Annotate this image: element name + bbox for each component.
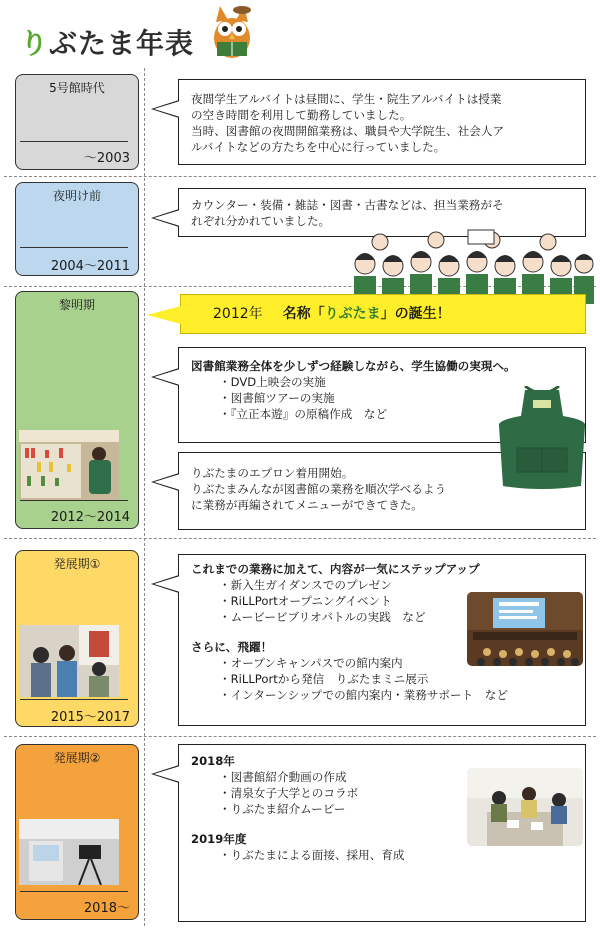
era-box-5 bbox=[15, 744, 139, 920]
era-name: 黎明期 bbox=[58, 298, 95, 312]
callout-heading: これまでの業務に加えて、内容が一気にステップアップ bbox=[191, 562, 480, 576]
collaboration-meeting-photo bbox=[467, 768, 583, 846]
text-line: ルバイトなどの方たちを中心に行っていました。 bbox=[191, 140, 446, 154]
era-years: 2012～2014 bbox=[50, 510, 130, 525]
callout-heading: さらに、飛躍！ bbox=[191, 640, 273, 654]
text-line: に業務が再編されてメニューができてきた。 bbox=[191, 498, 423, 512]
era-underline bbox=[20, 891, 128, 892]
era-underline bbox=[20, 500, 128, 501]
libutama-birth-banner bbox=[180, 294, 586, 334]
era-box-1 bbox=[15, 74, 139, 170]
banner-name: りぶたま bbox=[324, 306, 381, 322]
text-line: れぞれ分かれていました。 bbox=[191, 214, 331, 228]
text-line: りぶたまのエプロン着用開始。 bbox=[191, 466, 354, 480]
era-years: 2004～2011 bbox=[50, 259, 130, 274]
text-line: りぶたまみんなが図書館の業務を順次学べるよう bbox=[191, 482, 447, 496]
page-title bbox=[20, 22, 194, 62]
green-apron-illustration bbox=[497, 386, 587, 490]
text-line: 夜間学生アルバイトは昼間に、学生・院生アルバイトは授業 bbox=[191, 92, 502, 106]
era-years: ～2003 bbox=[83, 151, 130, 166]
guidance-event-photo bbox=[19, 625, 119, 697]
callout-heading: 2018年 bbox=[191, 754, 235, 768]
list-item: ・りぶたま紹介ムービー bbox=[219, 802, 346, 816]
era-box-2 bbox=[15, 182, 139, 276]
title-text: りぶたま年表 bbox=[20, 27, 195, 60]
list-item: ・DVD上映会の実施 bbox=[219, 375, 326, 389]
timeline-divider bbox=[144, 68, 145, 926]
list-item: ・インターンシップでの館内案内・業務サポート など bbox=[219, 688, 508, 702]
list-item: ・『立正本遊』の原稿作成 など bbox=[219, 407, 388, 421]
banner-text: 名称「 bbox=[282, 306, 325, 322]
list-item: ・オープンキャンパスでの館内案内 bbox=[219, 656, 403, 670]
list-item: ・図書館ツアーの実施 bbox=[219, 391, 335, 405]
era-box-4 bbox=[15, 550, 139, 727]
list-item: ・RiLLPortから発信 りぶたまミニ展示 bbox=[219, 672, 429, 686]
banner-text: 」の誕生！ bbox=[380, 306, 451, 322]
callout-heading: 図書館業務全体を少しずつ経験しながら、学生協働の実現へ。 bbox=[191, 359, 516, 373]
owl-mascot-icon bbox=[208, 4, 256, 62]
text-line: 当時、図書館の夜間開館業務は、職員や大学院生、社会人ア bbox=[191, 124, 505, 138]
era-underline bbox=[20, 699, 128, 700]
library-shelf-photo bbox=[19, 430, 119, 500]
list-item: ・ムービービブリオバトルの実践 など bbox=[219, 610, 426, 624]
era-name: 夜明け前 bbox=[52, 189, 101, 203]
callout-5go-era bbox=[178, 79, 586, 165]
section-divider bbox=[4, 538, 596, 539]
era-years: 2018～ bbox=[83, 901, 130, 916]
section-divider bbox=[4, 736, 596, 737]
list-item: ・新入生ガイダンスでのプレゼン bbox=[219, 578, 392, 592]
era-name: 発展期① bbox=[53, 557, 101, 571]
era-box-3 bbox=[15, 291, 139, 529]
bibliobattle-stage-photo bbox=[467, 592, 583, 666]
list-item: ・りぶたまによる面接、採用、育成 bbox=[219, 848, 405, 862]
list-item: ・図書館紹介動画の作成 bbox=[219, 770, 347, 784]
list-item: ・RiLLPortオープニングイベント bbox=[219, 594, 392, 608]
era-underline bbox=[20, 141, 128, 142]
era-years: 2015～2017 bbox=[50, 710, 130, 725]
era-name: 発展期② bbox=[53, 751, 101, 765]
text-line: カウンター・装備・雑誌・図書・古書などは、担当業務がそ bbox=[191, 198, 504, 212]
students-group-illustration bbox=[350, 228, 596, 304]
banner-year: 2012年 bbox=[213, 306, 263, 322]
text-line: の空き時間を利用して勤務していました。 bbox=[191, 108, 412, 122]
section-divider bbox=[4, 176, 596, 177]
era-underline bbox=[20, 247, 128, 248]
video-shooting-photo bbox=[19, 819, 119, 885]
callout-heading: 2019年度 bbox=[191, 832, 247, 846]
era-name: 5号館時代 bbox=[49, 81, 105, 95]
list-item: ・清泉女子大学とのコラボ bbox=[219, 786, 359, 800]
